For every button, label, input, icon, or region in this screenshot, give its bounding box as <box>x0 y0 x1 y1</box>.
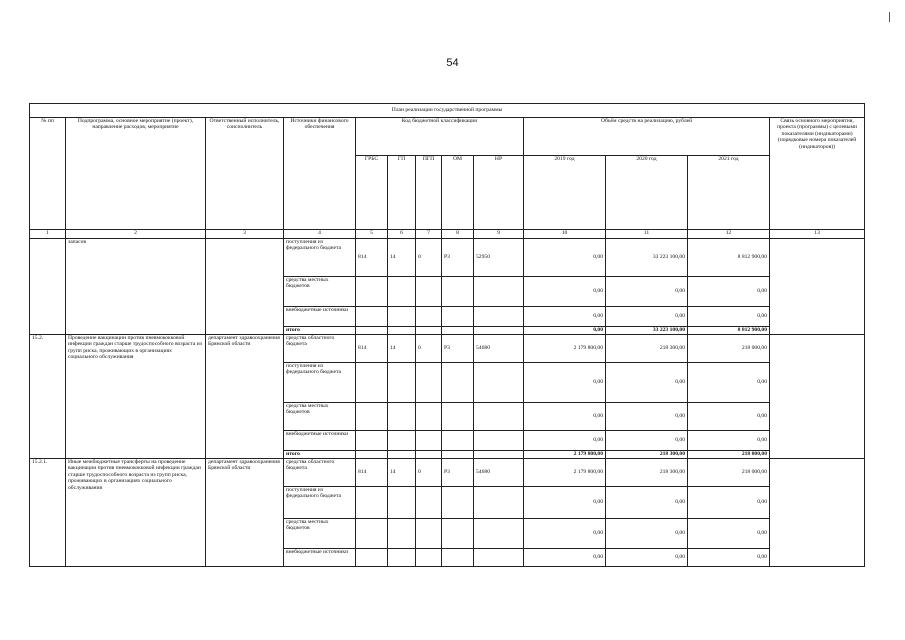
col-number: 13 <box>770 230 865 239</box>
header-2021: 2021 год <box>688 156 770 230</box>
col-number: 3 <box>206 230 284 239</box>
row-name: Проведение вакцинации против пневмококковой инфекции граждан старше трудоспособного возраста из групп риска, проживающих в организациях социального обслуживания <box>66 335 206 459</box>
header-2019: 2019 год <box>524 156 606 230</box>
col-number: 9 <box>474 230 524 239</box>
header-volume: Объём средств на реализацию, рублей <box>524 118 770 156</box>
row-grbs: 814 <box>356 335 388 363</box>
row-2019: 0,00 <box>524 487 606 519</box>
row-2019: 2 179 800,00 <box>524 335 606 363</box>
row-om: Р3 <box>442 459 474 487</box>
row-2019: 0,00 <box>524 239 606 277</box>
row-2019: 0,00 <box>524 549 606 567</box>
row-gp: 14 <box>388 239 416 277</box>
row-2021: 0,00 <box>688 519 770 549</box>
row-num: 15.2. <box>30 335 66 459</box>
row-source: внебюджетные источники <box>284 549 356 567</box>
row-2021: 218 000,00 <box>688 459 770 487</box>
row-source: итого <box>284 451 356 459</box>
row-pgp: 0 <box>416 335 442 363</box>
row-2019: 2 179 800,00 <box>524 451 606 459</box>
row-om: Р3 <box>442 335 474 363</box>
row-2019: 0,00 <box>524 519 606 549</box>
row-2020: 0,00 <box>606 277 688 307</box>
header-nr: НР <box>474 156 524 230</box>
header-num: № пп <box>30 118 66 230</box>
row-gp: 14 <box>388 459 416 487</box>
col-number: 12 <box>688 230 770 239</box>
col-number: 5 <box>356 230 388 239</box>
row-2020: 0,00 <box>606 431 688 451</box>
row-num: 15.2.1. <box>30 459 66 567</box>
header-gp: ГП <box>388 156 416 230</box>
row-grbs: 814 <box>356 459 388 487</box>
header-2020: 2020 год <box>606 156 688 230</box>
page-number: 54 <box>446 57 459 69</box>
row-name: Иные межбюджетные трансферты на проведение вакцинации против пневмококковой инфекции граждан старше трудоспособного возраста из групп риска, проживающих в организациях социального обслуживания <box>66 459 206 567</box>
row-grbs: 814 <box>356 239 388 277</box>
row-2020: 33 223 100,00 <box>606 239 688 277</box>
edge-mark <box>889 12 890 22</box>
row-2021: 218 000,00 <box>688 451 770 459</box>
row-2021: 0,00 <box>688 363 770 403</box>
row-2021: 0,00 <box>688 431 770 451</box>
row-name: запасов <box>66 239 206 335</box>
header-source: Источники финансового обеспечения <box>284 118 356 230</box>
row-link <box>770 239 865 335</box>
row-executor: департамент здравоохранения Брянской области <box>206 459 284 567</box>
col-number: 11 <box>606 230 688 239</box>
table-row <box>30 239 865 277</box>
row-nr: 54680 <box>474 335 524 363</box>
row-2020: 218 300,00 <box>606 451 688 459</box>
row-2019: 0,00 <box>524 277 606 307</box>
row-2020: 0,00 <box>606 549 688 567</box>
row-source: внебюджетные источники <box>284 307 356 327</box>
row-2021: 0,00 <box>688 549 770 567</box>
row-2020: 0,00 <box>606 307 688 327</box>
header-om: ОМ <box>442 156 474 230</box>
table-row <box>30 335 865 363</box>
row-2019: 0,00 <box>524 327 606 335</box>
row-gp: 14 <box>388 335 416 363</box>
row-executor <box>206 239 284 335</box>
row-2019: 2 179 800,00 <box>524 459 606 487</box>
row-source: поступления из федерального бюджета <box>284 239 356 277</box>
row-source: средства областного бюджета <box>284 335 356 363</box>
row-source: средства местных бюджетов <box>284 403 356 431</box>
row-2019: 0,00 <box>524 307 606 327</box>
row-2021: 0,00 <box>688 307 770 327</box>
header-grbs: ГРБС <box>356 156 388 230</box>
row-source: внебюджетные источники <box>284 431 356 451</box>
col-number: 4 <box>284 230 356 239</box>
col-number: 6 <box>388 230 416 239</box>
program-plan-table <box>29 103 865 567</box>
col-number: 10 <box>524 230 606 239</box>
row-2020: 218 300,00 <box>606 459 688 487</box>
table-row <box>30 459 865 487</box>
header-executor: Ответственный исполнитель, соисполнитель <box>206 118 284 230</box>
row-2020: 33 223 100,00 <box>606 327 688 335</box>
row-source: итого <box>284 327 356 335</box>
row-2020: 0,00 <box>606 519 688 549</box>
row-source: средства областного бюджета <box>284 459 356 487</box>
header-name: Подпрограмма, основное мероприятие (проект), направление расходов, мероприятие <box>66 118 206 230</box>
row-2021: 218 000,00 <box>688 335 770 363</box>
row-link <box>770 459 865 567</box>
col-number: 8 <box>442 230 474 239</box>
row-link <box>770 335 865 459</box>
row-2020: 218 300,00 <box>606 335 688 363</box>
col-number: 7 <box>416 230 442 239</box>
row-source: средства местных бюджетов <box>284 519 356 549</box>
row-executor: департамент здравоохранения Брянской области <box>206 335 284 459</box>
row-num <box>30 239 66 335</box>
row-2020: 0,00 <box>606 487 688 519</box>
row-2021: 0,00 <box>688 487 770 519</box>
row-nr: 54680 <box>474 459 524 487</box>
row-pgp: 0 <box>416 239 442 277</box>
col-number: 2 <box>66 230 206 239</box>
header-pgp: ПГП <box>416 156 442 230</box>
row-2019: 0,00 <box>524 403 606 431</box>
row-2019: 0,00 <box>524 431 606 451</box>
row-source: поступления из федерального бюджета <box>284 487 356 519</box>
row-2021: 0,00 <box>688 277 770 307</box>
table-title: План реализации государственной программы <box>30 104 865 118</box>
row-2019: 0,00 <box>524 363 606 403</box>
row-2020: 0,00 <box>606 363 688 403</box>
row-2021: 8 812 900,00 <box>688 327 770 335</box>
row-2021: 0,00 <box>688 403 770 431</box>
col-number: 1 <box>30 230 66 239</box>
row-source: средства местных бюджетов <box>284 277 356 307</box>
row-nr: 52950 <box>474 239 524 277</box>
header-budget-code: Код бюджетной классификации <box>356 118 524 156</box>
row-source: поступления из федерального бюджета <box>284 363 356 403</box>
row-pgp: 0 <box>416 459 442 487</box>
row-om: Р3 <box>442 239 474 277</box>
row-2020: 0,00 <box>606 403 688 431</box>
header-link: Связь основного мероприятия, проекта (программы) с целевыми показателями (индикаторами) (порядковые номера показателей (индикаторов)) <box>770 118 865 230</box>
row-2021: 8 812 900,00 <box>688 239 770 277</box>
